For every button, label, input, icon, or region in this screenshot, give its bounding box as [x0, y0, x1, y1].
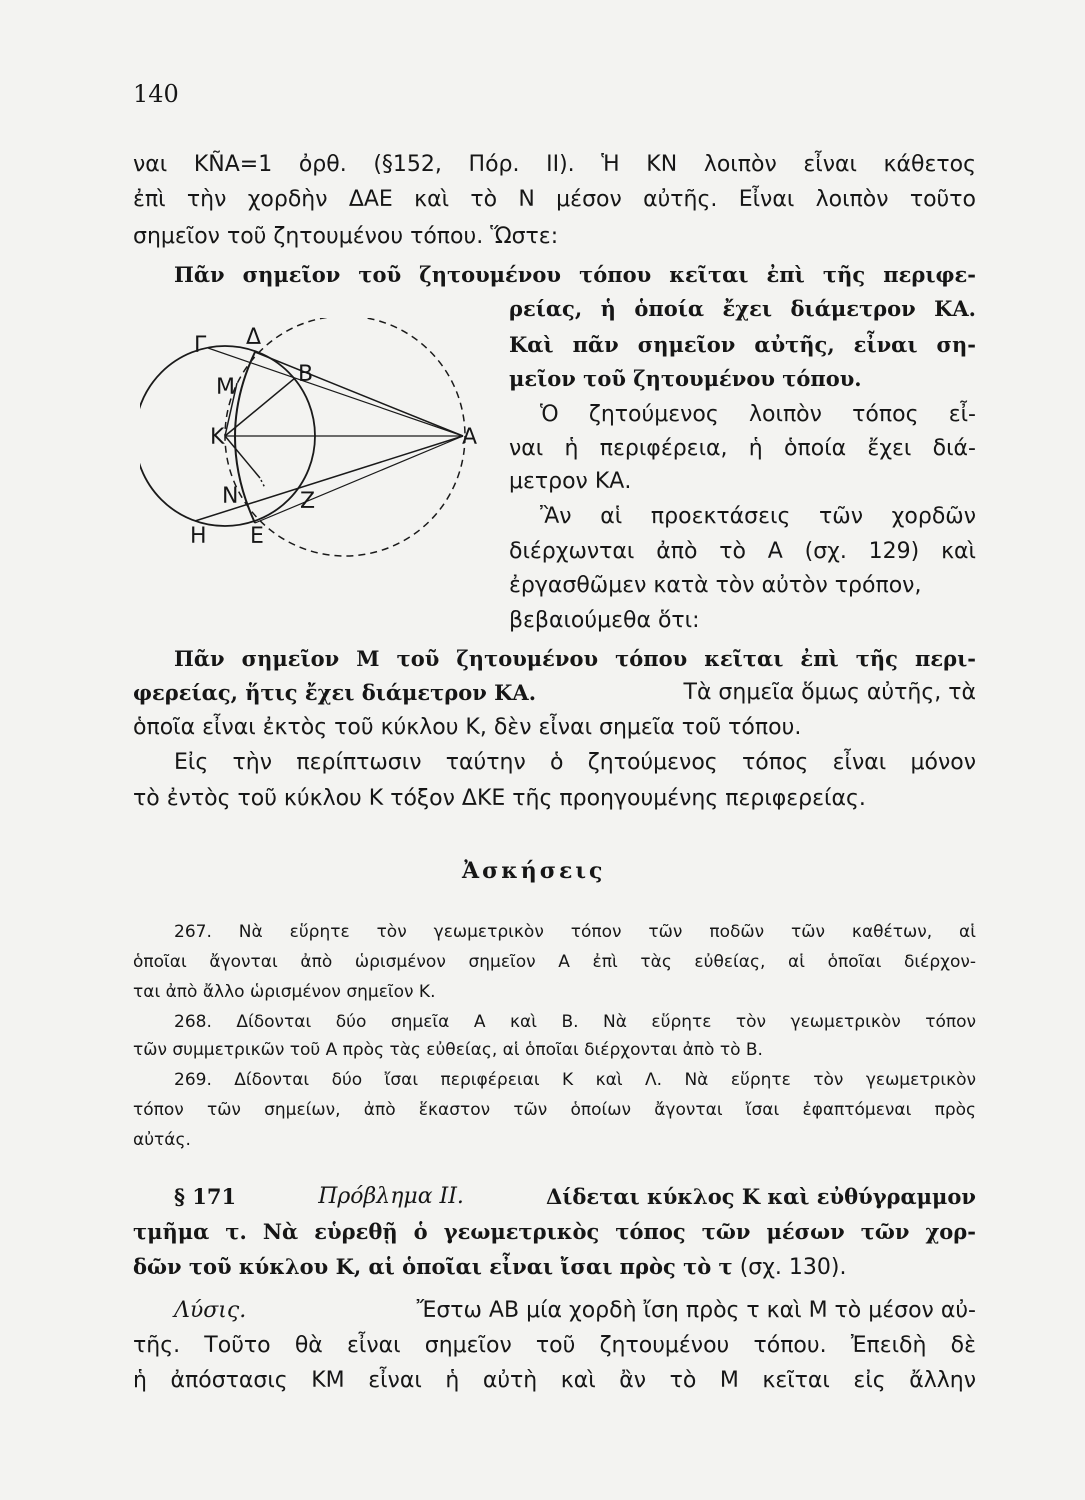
text-line: διέρχωνται ἀπὸ τὸ Α (σχ. 129) καὶ: [509, 539, 976, 564]
theorem-line: Πᾶν σημεῖον τοῦ ζητουμένου τόπου κεῖται ἐπὶ τῆς περιφε-: [174, 262, 976, 287]
text-line: ναι KÑA=1 ὀρθ. (§152, Πόρ. II). Ἡ ΚΝ λοιπὸν εἶναι κάθετος: [133, 152, 976, 177]
text-line: σημεῖον τοῦ ζητουμένου τόπου. Ὥστε:: [133, 224, 559, 249]
problem-line: τμῆμα τ. Νὰ εὑρεθῇ ὁ γεωμετρικὸς τόπος τῶν μέσων τῶν χορ-: [133, 1219, 976, 1244]
exercise-line: αὐτάς.: [133, 1130, 191, 1150]
exercise-line: τῶν συμμετρικῶν τοῦ Α πρὸς τὰς εὐθείας, αἱ ὁποῖαι διέρχονται ἀπὸ τὸ Β.: [133, 1040, 763, 1060]
text-line: μετρον ΚΑ.: [509, 469, 632, 494]
problem-line: [174, 1184, 976, 1209]
text-span: Ἔστω ΑΒ μία χορδὴ ἴση πρὸς τ καὶ Μ τὸ μέσον αὐ-: [416, 1298, 976, 1323]
text-span: Τὰ σημεῖα ὅμως αὐτῆς, τὰ: [683, 680, 976, 705]
dot-marks: [261, 480, 265, 488]
figure-reference: (σχ. 130).: [739, 1255, 847, 1280]
text-line: Ἂν αἱ προεκτάσεις τῶν χορδῶν: [540, 504, 976, 529]
theorem-line: Πᾶν σημεῖον Μ τοῦ ζητουμένου τόπου κεῖται ἐπὶ τῆς περι-: [174, 646, 976, 671]
text-line: ναι ἡ περιφέρεια, ἡ ὁποία ἔχει διά-: [509, 436, 976, 461]
theorem-line: μεῖον τοῦ ζητουμένου τόπου.: [509, 366, 862, 391]
exercises-heading: Ἀσκήσεις: [462, 858, 606, 884]
theorem-text: φερείας, ἥτις ἔχει διάμετρον ΚΑ.: [133, 680, 537, 705]
problem-line: [133, 1254, 846, 1280]
exercise-line: 267. Νὰ εὕρητε τὸν γεωμετρικὸν τόπον τῶν ποδῶν τῶν καθέτων, αἱ: [174, 922, 976, 942]
theorem-line: Καὶ πᾶν σημεῖον αὐτῆς, εἶναι ση-: [509, 332, 976, 357]
exercise-line: 268. Δίδονται δύο σημεῖα Α καὶ Β. Νὰ εὕρητε τὸν γεωμετρικὸν τόπον: [174, 1012, 976, 1032]
geometry-figure: [140, 318, 480, 568]
line-delta-a: [255, 352, 463, 436]
label-h: Η: [190, 524, 207, 549]
exercise-line: 269. Δίδονται δύο ἴσαι περιφέρειαι Κ καὶ Λ. Νὰ εὕρητε τὸν γεωμετρικὸν: [174, 1070, 976, 1090]
text-line: βεβαιούμεθα ὅτι:: [509, 608, 700, 633]
theorem-line: ρείας, ἡ ὁποία ἔχει διάμετρον ΚΑ.: [509, 296, 976, 321]
exercise-line: τόπον τῶν σημείων, ἀπὸ ἕκαστον τῶν ὁποίων ἄγονται ἴσαι ἐφαπτόμεναι πρὸς: [133, 1100, 976, 1120]
mixed-line: [133, 680, 976, 705]
label-e: Ε: [250, 524, 264, 549]
section-number: § 171: [174, 1184, 237, 1209]
line-gamma-a: [208, 348, 463, 436]
line-e-a: [255, 436, 463, 523]
solution-line: [174, 1298, 976, 1323]
label-gamma: Γ: [194, 333, 207, 358]
text-line: ὁποῖα εἶναι ἐκτὸς τοῦ κύκλου Κ, δὲν εἶναι σημεῖα τοῦ τόπου.: [133, 715, 802, 740]
text-line: τὸ ἐντὸς τοῦ κύκλου Κ τόξον ΔΚΕ τῆς προηγουμένης περιφερείας.: [133, 786, 866, 811]
solution-line: τῆς. Τοῦτο θὰ εἶναι σημεῖον τοῦ ζητουμένου τόπου. Ἐπειδὴ δὲ: [133, 1333, 976, 1358]
label-k: Κ: [210, 425, 225, 450]
problem-text: Δίδεται κύκλος Κ καὶ εὐθύγραμμον: [545, 1184, 976, 1209]
text-line: Ὁ ζητούμενος λοιπὸν τόπος εἶ-: [540, 402, 976, 427]
label-a: Α: [462, 425, 478, 450]
exercise-line: ὁποῖαι ἄγονται ἀπὸ ὡρισμένον σημεῖον Α ἐπὶ τὰς εὐθείας, αἱ ὁποῖαι διέρχον-: [133, 952, 976, 972]
label-b: Β: [298, 362, 314, 387]
label-n: Ν: [222, 484, 239, 509]
page-number: 140: [133, 80, 179, 108]
text-line: ἐπὶ τὴν χορδὴν ΔΑΕ καὶ τὸ Ν μέσον αὐτῆς. Εἶναι λοιπὸν τοῦτο: [133, 187, 976, 212]
label-delta: Δ: [246, 325, 262, 350]
problem-label: Πρόβλημα ΙΙ.: [318, 1184, 464, 1209]
solution-line: ἡ ἀπόστασις ΚΜ εἶναι ἡ αὐτὴ καὶ ἂν τὸ Μ κεῖται εἰς ἄλλην: [133, 1368, 976, 1393]
label-m: Μ: [216, 375, 235, 400]
label-z: Ζ: [300, 489, 316, 514]
exercise-line: ται ἀπὸ ἄλλο ὡρισμένον σημεῖον Κ.: [133, 982, 436, 1002]
text-line: ἐργασθῶμεν κατὰ τὸν αὐτὸν τρόπον,: [509, 573, 922, 598]
text-line: Εἰς τὴν περίπτωσιν ταύτην ὁ ζητούμενος τόπος εἶναι μόνον: [174, 750, 976, 775]
solution-label: Λύσις.: [174, 1298, 247, 1323]
problem-text: δῶν τοῦ κύκλου Κ, αἱ ὁποῖαι εἶναι ἴσαι πρὸς τὸ τ: [133, 1254, 733, 1279]
